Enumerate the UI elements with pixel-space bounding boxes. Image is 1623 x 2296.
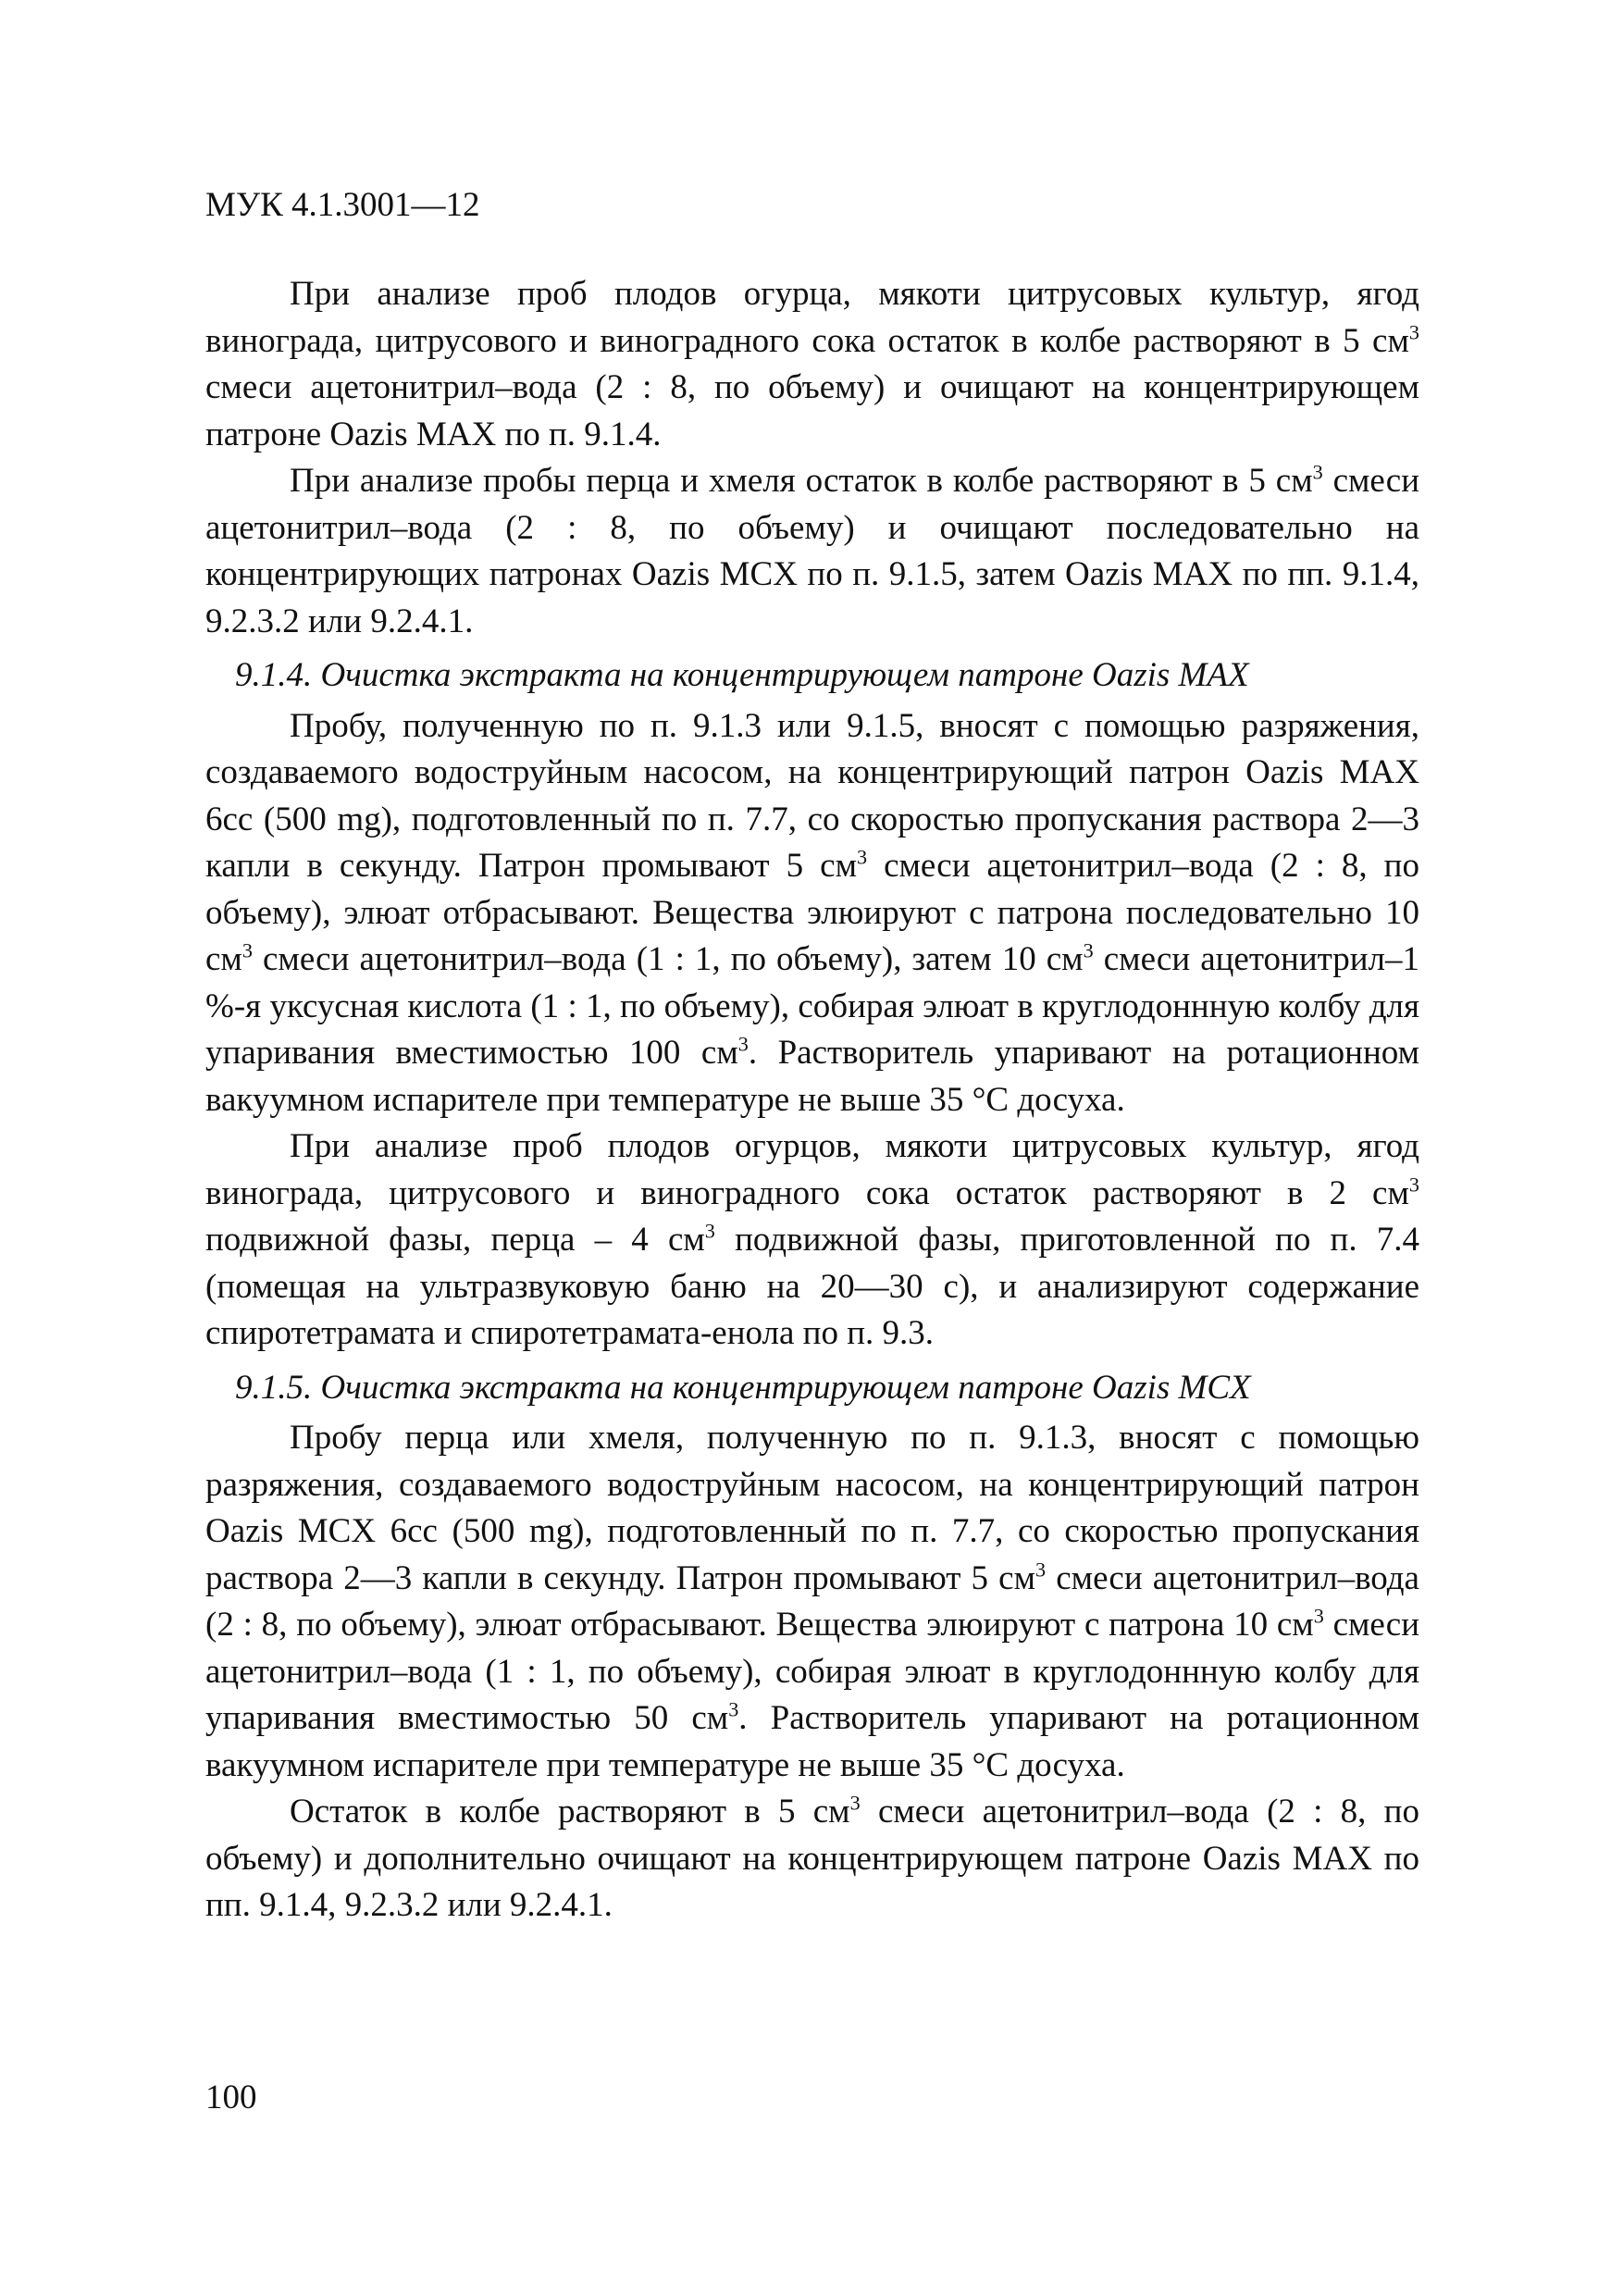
section-heading-9-1-4: 9.1.4. Очистка экстракта на концентрирующем патроне Oazis MAX: [235, 656, 1249, 694]
superscript: 3: [737, 1032, 749, 1056]
text-run: смеси ацетонитрил–вода (1 : 1, по объему), затем 10 см: [252, 940, 1084, 978]
superscript: 3: [728, 1697, 739, 1721]
document-body: [205, 271, 1419, 1930]
text-run: Пробу, полученную по п. 9.1.3 или 9.1.5, вносят с помощью разряжения, создаваемого водоструйным насосом, на концентрирующий патрон Oazis MAX 6cc (500 mg), подготовленный по п. 7.7, со скоростью пропускания раствора 2—3 капли в секунду. Патрон промывают 5 см: [205, 706, 1419, 885]
superscript: 3: [1313, 1604, 1324, 1628]
text-run: смеси ацетонитрил–вода (1 : 1, по объему), собирая элюат в круглодоннную колбу для упаривания вместимостью 50 см: [205, 1606, 1419, 1737]
text-run: смеси ацетонитрил–вода (2 : 8, по объему) и дополнительно очищают на концентрирующем патроне Oazis MAX по пп. 9.1.4, 9.2.3.2 или 9.2.4.1.: [205, 1793, 1419, 1924]
superscript: 3: [856, 845, 868, 869]
text-run: . Растворитель упаривают на ротационном вакуумном испарителе при температуре не выше 35 °С досуха.: [205, 1699, 1419, 1784]
text-run: подвижной фазы, приготовленной по п. 7.4 (помещая на ультразвуковую баню на 20—30 с), и анализируют содержание спиротетрамата и спиротетрамата-енола по п. 9.3.: [205, 1221, 1419, 1352]
superscript: 3: [1035, 1558, 1047, 1582]
page-number: 100: [205, 2079, 257, 2116]
text-run: При анализе проб плодов огурца, мякоти цитрусовых культур, ягод винограда, цитрусового и виноградного сока остаток в колбе растворяют в 5 см: [205, 275, 1419, 360]
paragraph-max-cleanup: [205, 703, 1419, 1124]
superscript: 3: [242, 938, 253, 962]
text-run: При анализе пробы перца и хмеля остаток в колбе растворяют в 5 см: [290, 462, 1313, 500]
text-run: Остаток в колбе растворяют в 5 см: [290, 1793, 850, 1831]
superscript: 3: [849, 1791, 861, 1815]
superscript: 3: [1083, 938, 1094, 962]
text-run: смеси ацетонитрил–1 %-я уксусная кислота (1 : 1, по объему), собирая элюат в круглодоннную колбу для упаривания вместимостью 100 см: [205, 940, 1420, 1072]
superscript: 3: [1312, 460, 1323, 484]
text-run: При анализе проб плодов огурцов, мякоти цитрусовых культур, ягод винограда, цитрусового и виноградного сока остаток растворяют в 2 см: [205, 1127, 1419, 1212]
text-run: подвижной фазы, перца – 4 см: [205, 1221, 705, 1259]
paragraph-cucumber-citrus: [205, 271, 1419, 458]
text-run: Пробу перца или хмеля, полученную по п. 9.1.3, вносят с помощью разряжения, создаваемого водоструйным насосом, на концентрирующий патрон Oazis MCX 6cc (500 mg), подготовленный по п. 7.7, со скоростью пропускания раствора 2—3 капли в секунду. Патрон промывают 5 см: [205, 1419, 1419, 1597]
text-run: смеси ацетонитрил–вода (2 : 8, по объему) и очищают на концентрирующем патроне Oazis MAX по п. 9.1.4.: [205, 368, 1419, 453]
text-run: смеси ацетонитрил–вода (2 : 8, по объему), элюат отбрасывают. Вещества элюируют с патрона 10 см: [205, 1558, 1419, 1644]
paragraph-additional-cleanup: [205, 1789, 1419, 1930]
section-heading-9-1-5: 9.1.5. Очистка экстракта на концентрирующем патроне Oazis MCX: [235, 1368, 1251, 1407]
text-run: . Растворитель упаривают на ротационном вакуумном испарителе при температуре не выше 35 °С досуха.: [205, 1034, 1419, 1119]
text-run: смеси ацетонитрил–вода (2 : 8, по объему), элюат отбрасывают. Вещества элюируют с патрона последовательно 10 см: [205, 847, 1419, 978]
superscript: 3: [1408, 1173, 1419, 1197]
document-header: МУК 4.1.3001—12: [205, 186, 480, 224]
paragraph-pepper-hops: [205, 458, 1419, 645]
superscript: 3: [1408, 320, 1419, 344]
paragraph-mcx-cleanup: [205, 1415, 1419, 1789]
superscript: 3: [704, 1219, 715, 1243]
text-run: смеси ацетонитрил–вода (2 : 8, по объему) и очищают последовательно на концентрирующих патронах Oazis MCX по п. 9.1.5, затем Oazis MAX по пп. 9.1.4, 9.2.3.2 или 9.2.4.1.: [205, 462, 1419, 640]
paragraph-residue-analysis: [205, 1123, 1419, 1358]
